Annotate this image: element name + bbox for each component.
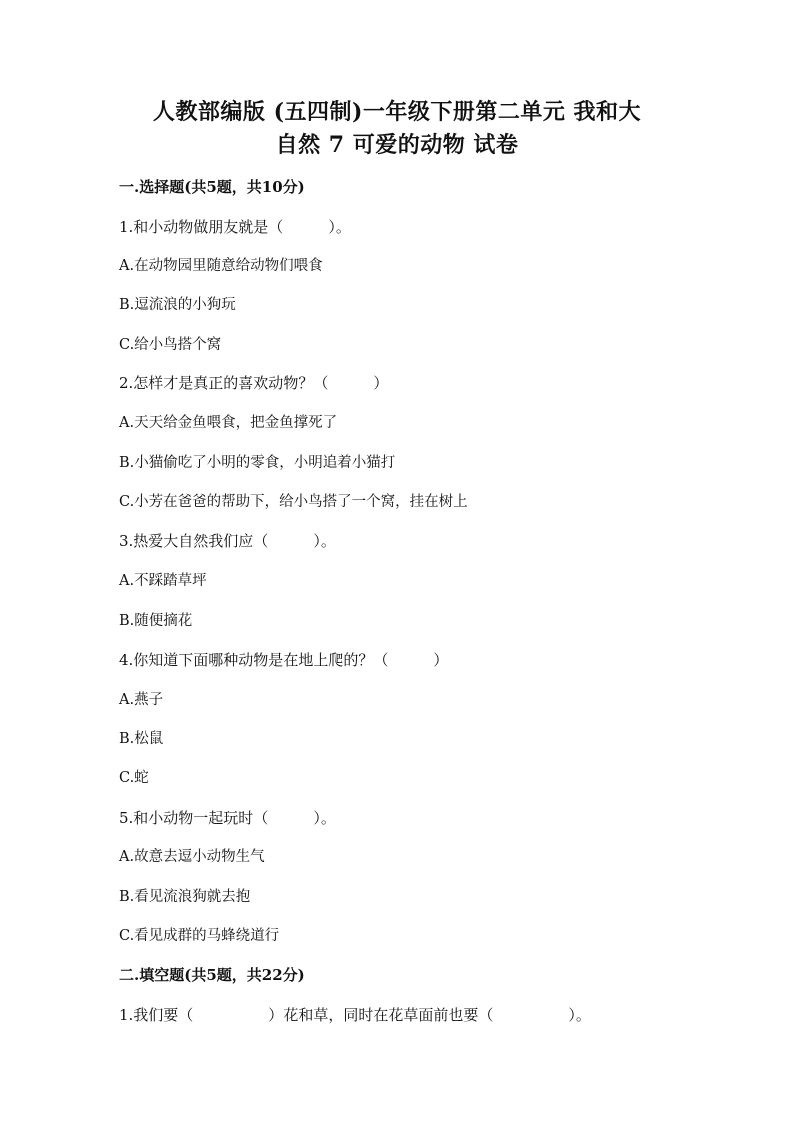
- question-3-option-b: B.随便摘花: [119, 613, 193, 629]
- question-1-option-c: C.给小鸟搭个窝: [119, 337, 222, 353]
- exam-title-line-1: 人教部编版 (五四制)一年级下册第二单元 我和大: [152, 99, 642, 125]
- fill-in-question-1: 1.我们要（ ）花和草，同时在花草面前也要（ ）。: [119, 1006, 591, 1024]
- question-3-option-a: A.不踩踏草坪: [119, 573, 207, 589]
- question-2-option-b: B.小猫偷吃了小明的零食，小明追着小猫打: [119, 455, 396, 471]
- question-3: 3.热爱大自然我们应（ ）。: [119, 532, 336, 550]
- question-1: 1.和小动物做朋友就是（ ）。: [119, 218, 351, 236]
- question-2-option-a: A.天天给金鱼喂食，把金鱼撑死了: [119, 415, 338, 431]
- exam-title-line-2: 自然 7 可爱的动物 试卷: [275, 132, 519, 158]
- question-5-option-a: A.故意去逗小动物生气: [119, 849, 265, 865]
- question-4: 4.你知道下面哪种动物是在地上爬的？（ ）: [119, 651, 449, 669]
- section-heading-fill-in-blank: 二.填空题(共5题，共22分): [119, 966, 305, 984]
- question-4-option-b: B.松鼠: [119, 731, 164, 747]
- question-5-option-c: C.看见成群的马蜂绕道行: [119, 928, 280, 944]
- section-heading-multiple-choice: 一.选择题(共5题，共10分): [119, 178, 305, 196]
- question-4-option-a: A.燕子: [119, 692, 164, 708]
- question-1-option-a: A.在动物园里随意给动物们喂食: [119, 258, 323, 274]
- question-4-option-c: C.蛇: [119, 770, 149, 786]
- question-5: 5.和小动物一起玩时（ ）。: [119, 809, 336, 827]
- question-2: 2.怎样才是真正的喜欢动物？（ ）: [119, 374, 389, 392]
- question-2-option-c: C.小芳在爸爸的帮助下，给小鸟搭了一个窝，挂在树上: [119, 494, 468, 510]
- question-5-option-b: B.看见流浪狗就去抱: [119, 889, 251, 905]
- question-1-option-b: B.逗流浪的小狗玩: [119, 297, 236, 313]
